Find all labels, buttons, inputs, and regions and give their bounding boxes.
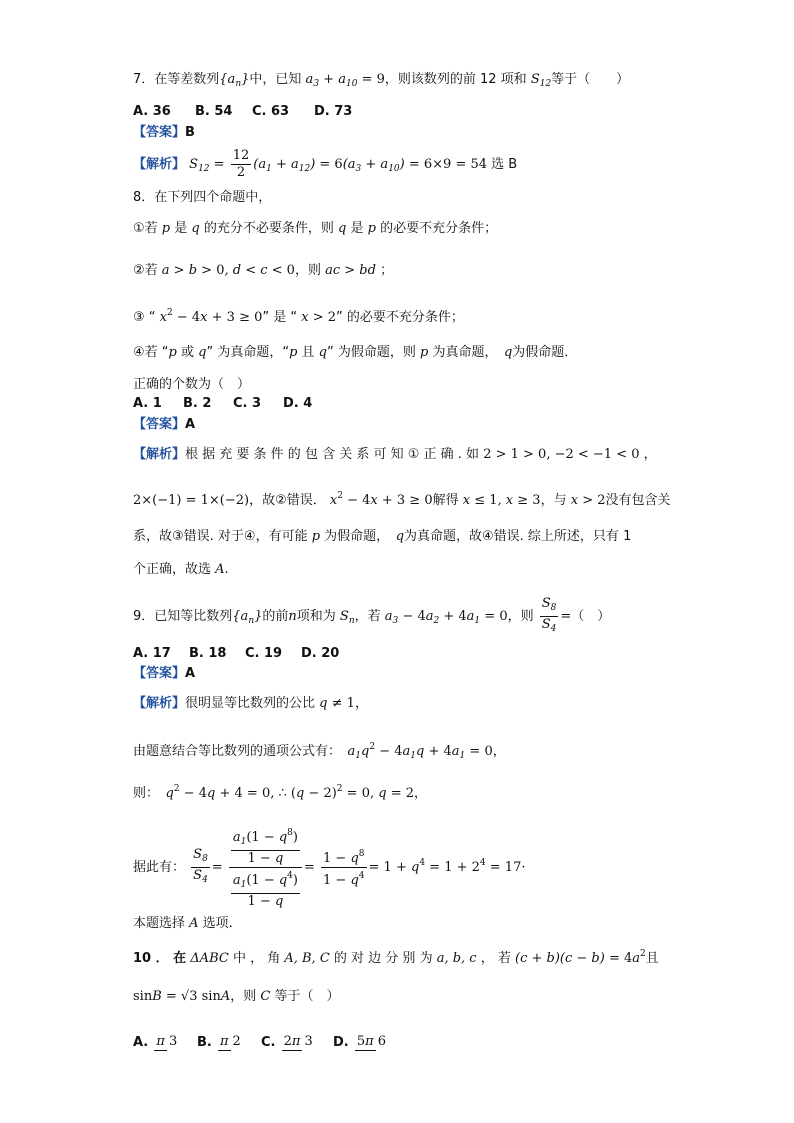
q8-prop-3: ③ “ $x^2 - 4x + 3 \ge 0$” 是 “ x > 2” 的必要不充分条件； [133,308,464,325]
q8-prop-1: ①若 p 是 q 的充分不必要条件，则 q 是 p 的必要不充分条件； [133,221,498,236]
q10-stem-1: 10 ． 在 ΔABC 中 ， 角 A, B, C 的 对 边 分 别 为 a, b, c ， 若 $(c + b)(c - b) = 4a^2$且 [133,949,659,966]
q9-analysis-4: 据此有： $\frac{S_8}{S_4}$ = $\frac{\frac{a_1(1 - q^8)}{1 - q}}{\frac{a_1(1 - q^4)}{1 - q}}$ = $\frac{1 - q^8}{1 - q^4}$ = $1 + q^4 = 1 + 2^4 = 17\cdot$ [133,818,525,913]
q8-analysis-1: 【解析】根 据 充 要 条 件 的 包 含 关 系 可 知 ① 正 确 . 如 2 > 1 > 0, −2 < −1 < 0 ， [133,447,657,462]
q7-choices: A. 36 B. 54 C. 63 D. 73 [133,104,353,119]
q8-prop-2: ②若 a > b > 0, d < c < 0，则 ac > bd ； [133,263,394,278]
q9-choices: A. 17 B. 18 C. 19 D. 20 [133,646,340,661]
q9-answer: 【答案】A [133,666,196,681]
q10-stem-2: sinB = √3 sinA，则 C 等于（ ） [133,989,340,1004]
q8-analysis-4: 个正确，故选 A. [133,562,229,577]
q9-analysis-1: 【解析】很明显等比数列的公比 q ≠ 1， [133,696,368,711]
q8-analysis-2: 2×(−1) = 1×(−2)，故②错误． $x^2 - 4x + 3 \ge 0$解得 x ≤ 1, x ≥ 3，与 x > 2没有包含关 [133,491,671,508]
q7-stem: 7．在等差数列$\{a_n\}$中，已知 $a_3 + a_{10} = 9$，则该数列的前 12 项和 $S_{12}$等于（ ） [133,72,630,89]
q8-prop-4: ④若 “p 或 q” 为真命题，“p 且 q” 为假命题，则 p 为真命题， q为假命题． [133,345,578,360]
q8-stem: 8．在下列四个命题中， [133,190,272,205]
q10-choices: A. π 3 B. π 2 C. 2π 3 D. 5π 6 [133,1034,386,1050]
q9-analysis-2: 由题意结合等比数列的通项公式有： $a_1q^2 - 4a_1q + 4a_1 = 0$， [133,742,506,761]
q8-answer: 【答案】A [133,417,196,432]
q8-analysis-3: 系，故③错误. 对于④，有可能 p 为假命题， q为真命题，故④错误. 综上所述，只有 1 [133,529,632,544]
q7-analysis: 【解析】 $S_{12}$ = $\frac{12}{2}$ $(a_1 + a_{12}) = 6(a_3 + a_{10}) = 6\times 9 = 54$ 选 B [133,148,518,180]
q7-answer: 【答案】B [133,125,195,140]
q8-choices: A. 1 B. 2 C. 3 D. 4 [133,396,313,411]
q9-analysis-3: 则： $q^2 - 4q + 4 = 0$, ∴ $(q - 2)^2 = 0$, q = 2， [133,784,428,801]
q9-stem: 9．已知等比数列$\{a_n\}$的前n项和为 $S_n$，若 $a_3 - 4a_2 + 4a_1 = 0$，则 $\frac{S_8}{S_4}$ =（ ） [133,596,611,634]
q9-analysis-5: 本题选择 A 选项. [133,916,233,931]
q8-count-question: 正确的个数为（ ） [133,377,251,392]
